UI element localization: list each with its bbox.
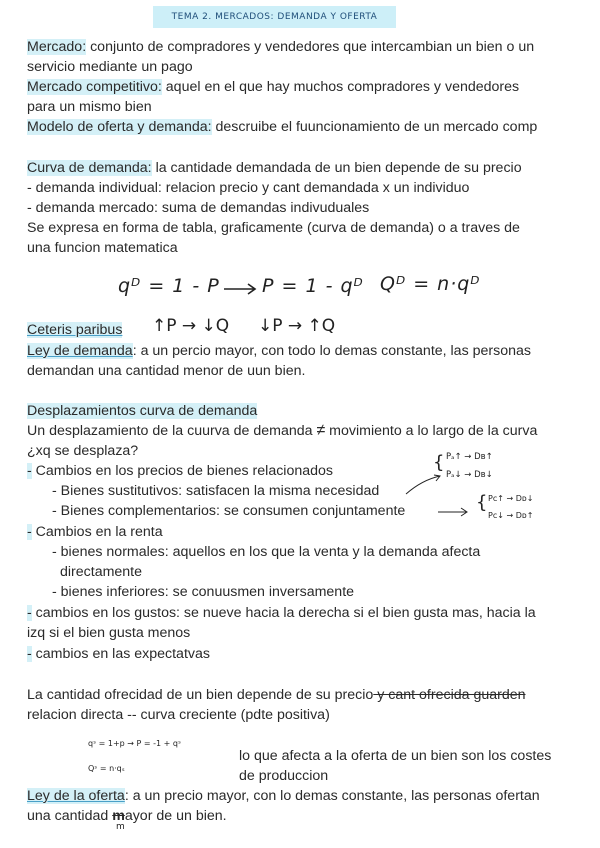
ley-demanda-cont: demandan una cantidad menor de uun bien. <box>27 363 306 379</box>
cambios-gustos-cont: izq si el bien gusta menos <box>27 625 191 641</box>
ceteris-paribus <box>27 320 122 340</box>
expresa-line2: una funcion matematica <box>27 240 178 256</box>
curva-demanda-text: la cantidade demandada de un bien depende de su precio <box>151 160 522 176</box>
ley-oferta-cont <box>27 806 227 826</box>
cambios-gustos-text: cambios en los gustos: se nueve hacia la derecha si el bien gusta mas, hacia la <box>31 605 536 621</box>
term-mercado: Mercado: <box>27 39 87 55</box>
oferta-cantidad-text: La cantidad ofrecidad de un bien depende de su precio <box>27 687 374 703</box>
desplazamientos-heading-text: Desplazamientos curva de demanda <box>27 403 258 419</box>
bienes-inferiores: - bienes inferiores: se conuusmen inversamente <box>52 584 355 600</box>
bullet-dash: - <box>27 646 32 662</box>
bullet-dash: - <box>27 605 32 621</box>
note-sust-down: Pₐ↓ → Dʙ↓ <box>446 470 493 480</box>
term-curva-demanda: Curva de demanda: <box>27 160 152 176</box>
arrow-icon <box>222 282 258 296</box>
ley-oferta <box>27 786 540 806</box>
ceteris-note-up: ↑P → ↓Q <box>152 316 230 336</box>
expresa-line1: Se expresa en forma de tabla, graficamente (curva de demanda) o a traves de <box>27 220 520 236</box>
ley-oferta-text-b: ayor de un bien. <box>124 808 227 824</box>
desplazamiento-text-a: Un desplazamiento de la cuurva de demanda <box>27 423 317 439</box>
cambios-gustos <box>27 603 536 623</box>
def-mercado <box>27 37 534 57</box>
def-modelo-text: descruibe el fuuncionamiento de un mercado comp <box>211 119 538 135</box>
bienes-sustitutivos: - Bienes sustitutivos: satisfacen la misma necesidad <box>52 483 380 499</box>
demanda-mercado: - demanda mercado: suma de demandas indivuduales <box>27 200 370 216</box>
demanda-individual: - demanda individual: relacion precio y cant demandada x un individuo <box>27 180 470 196</box>
note-comp-up: Pᴄ↑ → Dᴅ↓ <box>488 494 534 503</box>
bienes-normales: - bienes normales: aquellos en los que la venta y la demanda afecta <box>52 544 481 560</box>
oferta-struck-text: y cant ofrecida guarden <box>373 687 526 703</box>
term-modelo: Modelo de oferta y demanda: <box>27 119 212 135</box>
formula-inverse-demand: P = 1 - qᴰ <box>262 275 364 297</box>
def-competitivo <box>27 77 519 97</box>
ley-oferta-handfix: m <box>116 822 125 832</box>
def-mercado-cont: servicio mediante un pago <box>27 59 193 75</box>
def-mercado-text: conjunto de compradores y vendedores que intercambian un bien o un <box>86 39 535 55</box>
cambios-renta-text: Cambios en la renta <box>31 524 163 540</box>
bullet-dash: - <box>27 524 32 540</box>
def-competitivo-text: aquel en el que hay muchos compradores y vendedores <box>161 79 520 95</box>
ley-oferta-text-a: una cantidad <box>27 808 113 824</box>
term-ley-demanda: Ley de demanda <box>27 343 133 359</box>
cambios-precios-text: Cambios en los precios de bienes relacionados <box>31 463 333 479</box>
desplazamiento-text-b: movimiento a lo largo de la curva <box>325 423 538 439</box>
cambios-precios <box>27 461 333 481</box>
formula-oferta-individual: qˢ = 1+p → P = -1 + qˢ <box>88 739 181 748</box>
note-sust-up: Pₐ↑ → Dʙ↑ <box>446 452 493 462</box>
desplazamientos-heading <box>27 401 257 421</box>
bienes-normales-cont: directamente <box>60 564 143 580</box>
curva-demanda <box>27 158 522 178</box>
oferta-relacion: relacion directa -- curva creciente (pdte positiva) <box>27 707 330 723</box>
oferta-costes: lo que afecta a la oferta de un bien son los costes <box>239 748 552 764</box>
bienes-complementarios: - Bienes complementarios: se consumen conjuntamente <box>52 503 406 519</box>
brace-comp-icon: { <box>476 492 488 513</box>
cambios-renta <box>27 522 163 542</box>
ley-demanda <box>27 341 531 361</box>
desplaza-question: ¿xq se desplaza? <box>27 443 139 459</box>
def-competitivo-cont: para un mismo bien <box>27 99 152 115</box>
oferta-costes-cont: de produccion <box>239 768 329 784</box>
ley-oferta-text: : a un precio mayor, con lo demas constante, las personas ofertan <box>124 788 540 804</box>
term-ley-oferta: Ley de la oferta <box>27 788 125 804</box>
formula-oferta-mercado: Qˢ = n·qₛ <box>88 764 125 773</box>
arrow-sust-icon <box>404 474 442 496</box>
cambios-expectativas <box>27 644 210 664</box>
formula-market-demand: Qᴰ = n·qᴰ <box>380 273 481 295</box>
arrow-comp-icon <box>436 506 472 518</box>
desplazamiento-line <box>27 421 537 441</box>
oferta-cantidad <box>27 685 526 705</box>
ceteris-note-down: ↓P → ↑Q <box>258 316 336 336</box>
note-comp-down: Pᴄ↓ → Dᴅ↑ <box>488 511 534 520</box>
def-modelo <box>27 117 537 137</box>
term-competitivo: Mercado competitivo: <box>27 79 162 95</box>
term-ceteris: Ceteris paribus <box>27 322 123 338</box>
ley-oferta-struck: m <box>112 808 125 824</box>
not-equal-icon: ≠ <box>316 422 326 439</box>
formula-demand-individual: qᴰ = 1 - P <box>118 275 220 297</box>
bullet-dash: - <box>27 463 32 479</box>
page-title: TEMA 2. MERCADOS: DEMANDA Y OFERTA <box>153 6 396 28</box>
cambios-expectativas-text: cambios en las expectatvas <box>31 646 210 662</box>
ley-demanda-text: : a un percio mayor, con todo lo demas constante, las personas <box>132 343 531 359</box>
brace-sust-icon: { <box>433 452 445 473</box>
